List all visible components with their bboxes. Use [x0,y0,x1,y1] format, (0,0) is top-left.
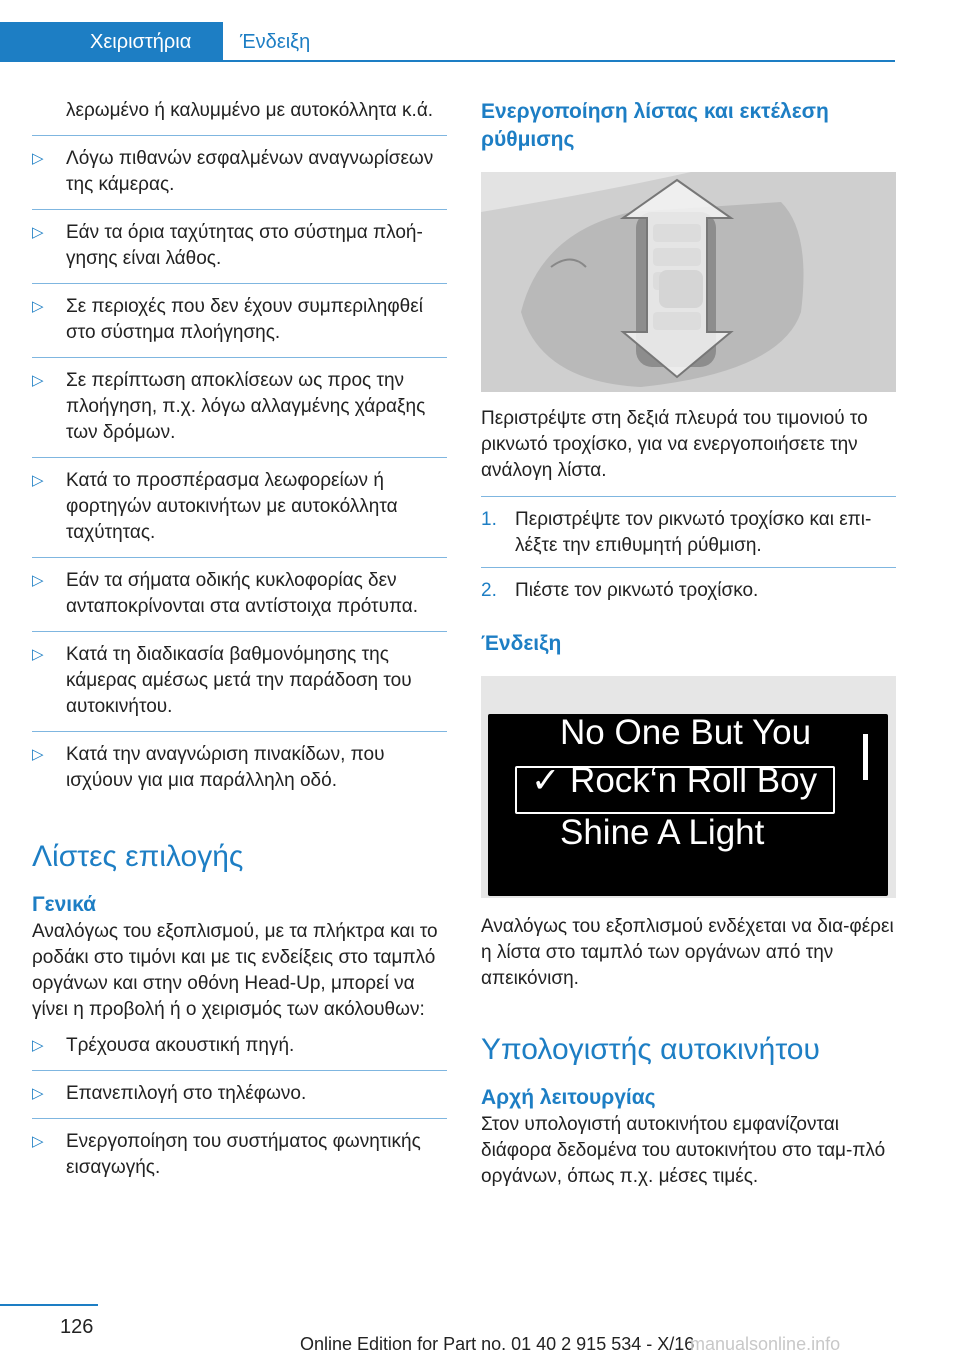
watermark: manualsonline.info [690,1334,841,1354]
list-item [32,294,447,346]
divider [32,209,447,210]
divider [481,496,896,497]
divider [32,283,447,284]
steering-wheel-illustration [481,172,896,392]
triangle-bullet-icon: ▷ [32,646,44,663]
tab-controls[interactable]: Χειριστήρια [0,22,223,62]
display-screen [488,714,888,896]
limitations-bullets [32,146,447,794]
divider [32,135,447,136]
list-item [32,568,447,620]
divider [32,357,447,358]
list-item-text: Εάν τα όρια ταχύτητας στο σύστημα πλοή-γησης είναι λάθος. [66,222,423,269]
list-item-text: Κατά την αναγνώριση πινακίδων, που ισχύουν για μια παράλληλη οδό. [66,744,385,791]
header-tabs [0,22,895,62]
selected-option-frame [515,761,835,814]
footer-divider [0,1304,98,1306]
divider [32,731,447,732]
list-item-text: Ενεργοποίηση του συστήματος φωνητικής εισαγωγής. [66,1131,421,1178]
scroll-indicator [863,734,868,780]
list-item-text: Επανεπιλογή στο τηλέφωνο. [66,1083,307,1104]
step-number: 1. [481,509,497,530]
triangle-bullet-icon: ▷ [32,1133,44,1150]
list-item [32,220,447,272]
triangle-bullet-icon: ▷ [32,150,44,167]
list-item-text: Σε περίπτωση αποκλίσεων ως προς την πλοήγηση, π.χ. λόγω αλλαγμένης χάραξης των δρόμων. [66,370,426,443]
general-paragraph: Αναλόγως του εξοπλισμού, με τα πλήκτρα και το ροδάκι στο τιμόνι και με τις ενδείξεις στο ταμπλό οργάνων και στην οθόνη Head-Up, μπορεί να γίνει η προβολή ή ο χειρισμός των ακόλουθων: [32,921,438,1020]
list-item [32,742,447,794]
list-item-text: Εάν τα σήματα οδικής κυκλοφορίας δεν ανταποκρίνονται στα αντίστοιχα πρότυπα. [66,570,419,617]
divider [32,1118,447,1119]
page-number: 126 [60,1316,94,1338]
header-divider [223,60,895,62]
edition-note: Online Edition for Part no. 01 40 2 915 534 - X/16 [300,1334,695,1354]
subsection-title-principle: Αρχή λειτουργίας [481,1086,656,1109]
step-number: 2. [481,580,497,601]
section-title-selection-lists: Λίστες επιλογής [32,840,244,873]
display-paragraph: Αναλόγως του εξοπλισμού ενδέχεται να δια-φέρει η λίστα στο ταμπλό των οργάνων από την απεικόνιση. [481,916,894,989]
steering-wheel-image [481,172,896,392]
list-item-text: Σε περιοχές που δεν έχουν συμπεριληφθεί στο σύστημα πλοήγησης. [66,296,423,343]
triangle-bullet-icon: ▷ [32,298,44,315]
divider [32,1070,447,1071]
divider [32,457,447,458]
right-column [481,98,896,1190]
subsection-title-general: Γενικά [32,893,97,916]
activate-paragraph: Περιστρέψτε στη δεξιά πλευρά του τιμονιού το ρικνωτό τροχίσκο, για να ενεργοποιήσετε την ανάλογη λίστα. [481,408,868,481]
triangle-bullet-icon: ▷ [32,1085,44,1102]
list-item-text: Κατά τη διαδικασία βαθμονόμησης της κάμερας αμέσως μετά την παράδοση του αυτοκινήτου. [66,644,412,717]
divider [32,631,447,632]
list-item [32,368,447,446]
list-item [481,507,896,559]
list-item-text: Λόγω πιθανών εσφαλμένων αναγνωρίσεων της κάμερας. [66,148,434,195]
section-title-onboard-computer: Υπολογιστής αυτοκινήτου [481,1033,820,1066]
divider [481,567,896,568]
display-title: Ένδειξη [481,632,562,655]
list-item [32,642,447,720]
list-item [32,146,447,198]
options-bullets [32,1033,447,1181]
list-item [32,1081,447,1107]
list-item-text: λερωμένο ή καλυμμένο με αυτοκόλλητα κ.ά. [66,100,434,121]
list-item [32,98,447,124]
divider [32,557,447,558]
tab-display[interactable]: Ένδειξη [240,31,311,53]
list-item [481,578,896,604]
step-text: Περιστρέψτε τον ρικνωτό τροχίσκο και επι-λέξτε την επιθυμητή ρύθμιση. [515,509,872,556]
triangle-bullet-icon: ▷ [32,1037,44,1054]
limitations-list [32,98,447,124]
principle-paragraph: Στον υπολογιστή αυτοκινήτου εμφανίζονται διάφορα δεδομένα του αυτοκινήτου στο ταμ-πλό οργάνων, όπως π.χ. μέσες τιμές. [481,1114,886,1187]
triangle-bullet-icon: ▷ [32,372,44,389]
triangle-bullet-icon: ▷ [32,224,44,241]
section-title-activate-list: Ενεργοποίηση λίστας και εκτέλεση ρύθμισης [481,100,829,151]
list-option-2: ✓ Rock‘n Roll Boy [531,761,818,800]
triangle-bullet-icon: ▷ [32,746,44,763]
left-column [32,98,447,1192]
list-item-text: Τρέχουσα ακουστική πηγή. [66,1035,295,1056]
triangle-bullet-icon: ▷ [32,472,44,489]
list-item [32,468,447,546]
list-item-text: Κατά το προσπέρασμα λεωφορείων ή φορτηγών αυτοκινήτων με αυτοκόλλητα ταχύτητας. [66,470,398,543]
list-option-1: No One But You [560,713,812,752]
list-item [32,1033,447,1059]
list-item [32,1129,447,1181]
list-option-3: Shine A Light [560,813,765,852]
triangle-bullet-icon: ▷ [32,572,44,589]
step-text: Πιέστε τον ρικνωτό τροχίσκο. [515,580,759,601]
display-list-image [481,676,896,898]
steps-list [481,507,896,604]
